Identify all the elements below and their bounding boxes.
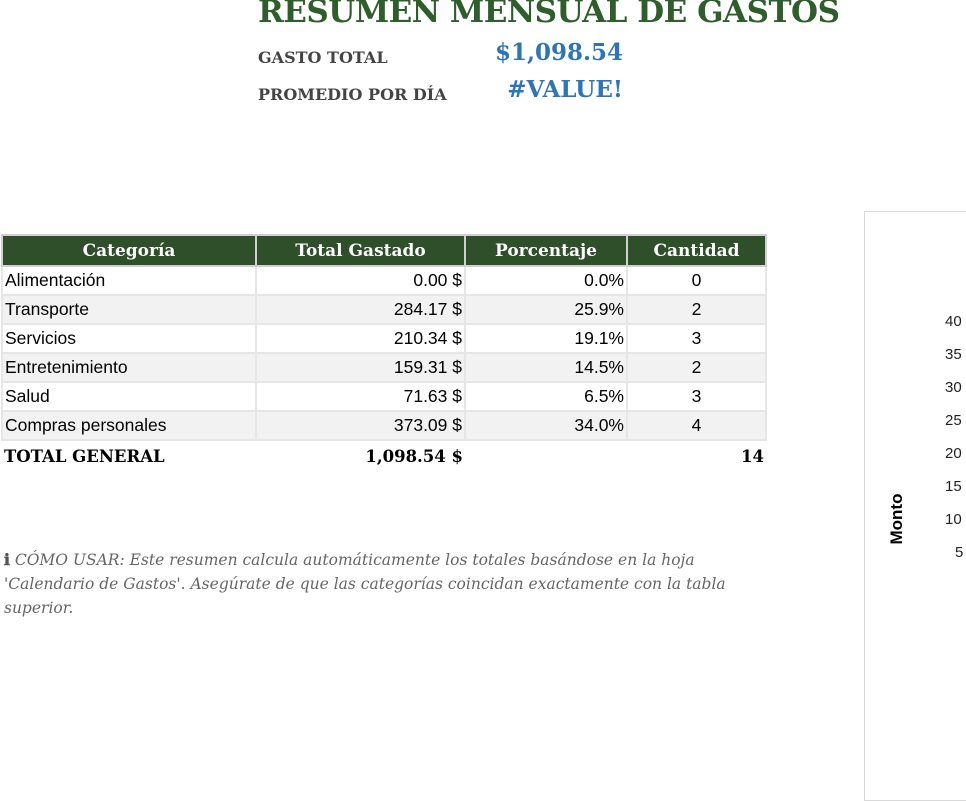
table-row [2,324,766,353]
usage-note [4,548,744,620]
chart-y-axis-title: Monto [887,493,906,545]
table-header-row [2,235,766,266]
chart-y-tick-label: 5 [955,544,964,561]
header-count[interactable]: Cantidad [627,235,766,266]
cell-total[interactable]: 159.31 $ [256,353,465,382]
cell-count[interactable]: 4 [627,411,766,440]
header-total[interactable]: Total Gastado [256,235,465,266]
cell-total[interactable]: 284.17 $ [256,295,465,324]
page-title: RESUMEN MENSUAL DE GASTOS [258,0,840,30]
cell-percent[interactable]: 19.1% [465,324,627,353]
total-amount-cell[interactable]: 1,098.54 $ [256,440,465,471]
cell-count[interactable]: 2 [627,353,766,382]
total-label: GASTO TOTAL [258,48,388,67]
chart-y-tick-label: 30 [945,379,962,396]
cell-total[interactable]: 210.34 $ [256,324,465,353]
table-row [2,353,766,382]
header-category[interactable]: Categoría [2,235,256,266]
cell-total[interactable]: 71.63 $ [256,382,465,411]
expense-chart[interactable] [864,211,966,801]
cell-count[interactable]: 3 [627,324,766,353]
table-row [2,382,766,411]
cell-percent[interactable]: 14.5% [465,353,627,382]
cell-category[interactable]: Servicios [2,324,256,353]
chart-y-tick-label: 35 [945,346,962,363]
total-count-cell[interactable]: 14 [627,440,766,471]
cell-percent[interactable]: 0.0% [465,266,627,295]
total-value[interactable]: $1,098.54 [494,39,623,66]
average-value[interactable]: #VALUE! [507,76,623,103]
chart-y-tick-label: 15 [945,478,962,495]
table-row [2,295,766,324]
cell-percent[interactable]: 34.0% [465,411,627,440]
cell-category[interactable]: Transporte [2,295,256,324]
total-row [2,440,766,471]
cell-count[interactable]: 3 [627,382,766,411]
cell-count[interactable]: 0 [627,266,766,295]
header-percent[interactable]: Porcentaje [465,235,627,266]
chart-y-tick-label: 40 [945,313,962,330]
cell-count[interactable]: 2 [627,295,766,324]
cell-percent[interactable]: 25.9% [465,295,627,324]
cell-percent[interactable]: 6.5% [465,382,627,411]
total-label-cell[interactable]: TOTAL GENERAL [2,440,256,471]
cell-category[interactable]: Compras personales [2,411,256,440]
cell-total[interactable]: 0.00 $ [256,266,465,295]
cell-total[interactable]: 373.09 $ [256,411,465,440]
cell-category[interactable]: Entretenimiento [2,353,256,382]
info-icon: ℹ [4,550,10,569]
table-row [2,411,766,440]
cell-category[interactable]: Alimentación [2,266,256,295]
table-row [2,266,766,295]
usage-note-text: CÓMO USAR: Este resumen calcula automáticamente los totales basándose en la hoja 'Calendario de Gastos'. Asegúrate de que las categorías coincidan exactamente con la tabla superior. [4,551,726,617]
average-label: PROMEDIO POR DÍA [258,85,447,104]
cell-category[interactable]: Salud [2,382,256,411]
total-empty-cell[interactable] [465,440,627,471]
chart-y-tick-label: 10 [945,511,962,528]
chart-y-tick-label: 25 [945,412,962,429]
chart-y-tick-label: 20 [945,445,962,462]
category-summary-table [1,234,767,471]
